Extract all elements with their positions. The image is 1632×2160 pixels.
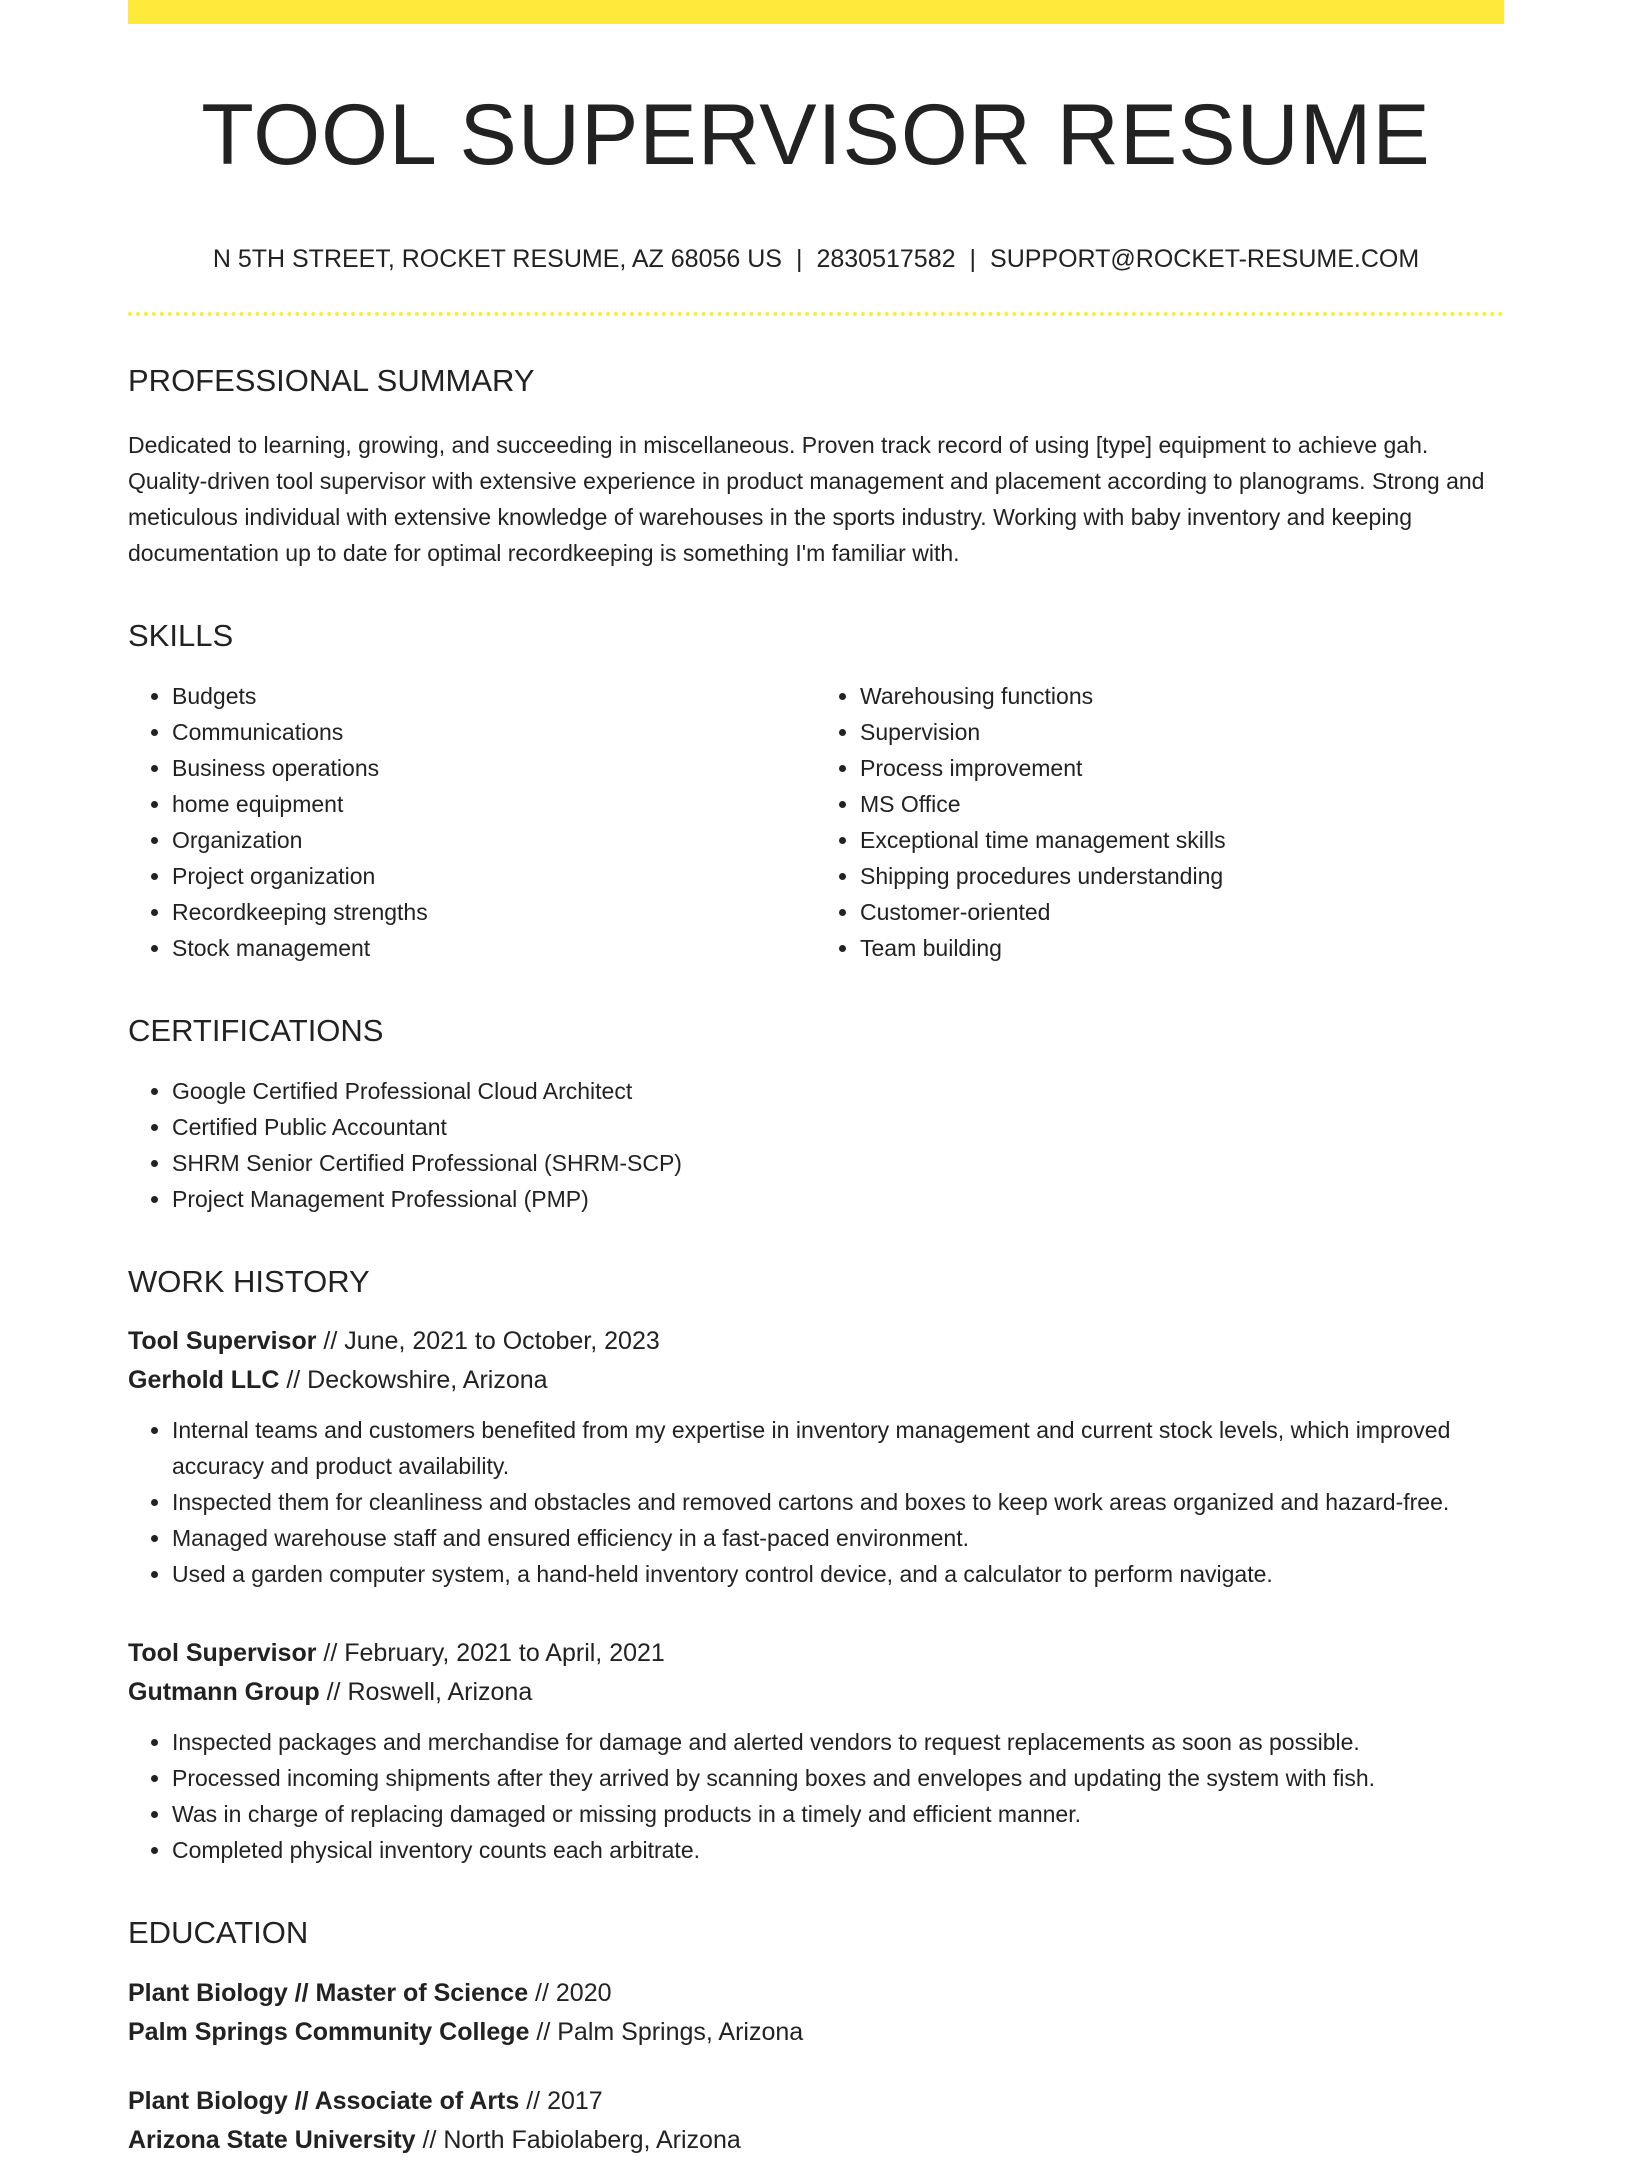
skill-item: • Budgets <box>172 678 816 714</box>
certifications-list <box>128 1073 1504 1217</box>
education-school-line <box>128 2121 1504 2160</box>
job-location: // Roswell, Arizona <box>319 1678 533 1707</box>
contact-address: N 5TH STREET, ROCKET RESUME, AZ 68056 US <box>212 245 782 274</box>
job-bullet: • Internal teams and customers benefited from my expertise in inventory management and current stock levels, which improved accuracy and product availability. <box>172 1412 1504 1484</box>
skill-item: • Business operations <box>172 750 816 786</box>
contact-separator: | <box>969 245 977 274</box>
job-company: Gerhold LLC <box>128 1366 280 1395</box>
skill-item: • Shipping procedures understanding <box>860 858 1504 894</box>
job-location: // Deckowshire, Arizona <box>279 1366 548 1395</box>
job-title: Tool Supervisor <box>128 1639 317 1668</box>
education-school: Arizona State University <box>128 2125 416 2154</box>
resume-document <box>128 24 1504 2160</box>
education-location: // North Fabiolaberg, Arizona <box>415 2125 741 2154</box>
job-bullet: • Inspected packages and merchandise for damage and alerted vendors to request replacements as soon as possible. <box>172 1724 1504 1760</box>
education-school-line <box>128 2013 1504 2052</box>
job-entry <box>128 1634 1504 1868</box>
education-year: // 2020 <box>528 1978 612 2007</box>
education-school: Palm Springs Community College <box>128 2017 530 2046</box>
education-entry <box>128 1974 1504 2052</box>
job-company-line <box>128 1361 1504 1400</box>
job-bullet: • Inspected them for cleanliness and obstacles and removed cartons and boxes to keep work areas organized and hazard-free. <box>172 1484 1504 1520</box>
job-company-line <box>128 1673 1504 1712</box>
job-bullet: • Was in charge of replacing damaged or missing products in a timely and efficient manner. <box>172 1796 1504 1832</box>
contact-phone: 2830517582 <box>816 245 956 274</box>
job-title-line <box>128 1634 1504 1673</box>
job-bullet: • Processed incoming shipments after they arrived by scanning boxes and envelopes and updating the system with fish. <box>172 1760 1504 1796</box>
skills-left-column <box>128 678 816 966</box>
job-title: Tool Supervisor <box>128 1327 317 1356</box>
education-entry <box>128 2082 1504 2160</box>
skill-item: • Warehousing functions <box>860 678 1504 714</box>
certification-item: • Certified Public Accountant <box>172 1109 1504 1145</box>
job-dates: // June, 2021 to October, 2023 <box>316 1327 660 1356</box>
skill-item: • Process improvement <box>860 750 1504 786</box>
skill-item: • MS Office <box>860 786 1504 822</box>
skill-item: • Customer-oriented <box>860 894 1504 930</box>
job-dates: // February, 2021 to April, 2021 <box>316 1639 665 1668</box>
skill-item: • home equipment <box>172 786 816 822</box>
certification-item: • SHRM Senior Certified Professional (SHRM-SCP) <box>172 1145 1504 1181</box>
certification-item: • Project Management Professional (PMP) <box>172 1181 1504 1217</box>
job-bullet: • Used a garden computer system, a hand-held inventory control device, and a calculator to perform navigate. <box>172 1556 1504 1592</box>
education-year: // 2017 <box>519 2086 603 2115</box>
accent-top-bar <box>128 0 1504 24</box>
skill-item: • Organization <box>172 822 816 858</box>
work-history-heading: WORK HISTORY <box>128 1264 370 1300</box>
job-company: Gutmann Group <box>128 1678 320 1707</box>
education-degree-line <box>128 1974 1504 2013</box>
education-degree: Plant Biology // Associate of Arts <box>128 2086 520 2115</box>
summary-heading: PROFESSIONAL SUMMARY <box>128 362 535 398</box>
skill-item: • Team building <box>860 930 1504 966</box>
summary-text: Dedicated to learning, growing, and succeeding in miscellaneous. Proven track record of using [type] equipment to achieve gah. Quality-driven tool supervisor with extensive experience in product management and placement according to planograms. Strong and meticulous individual with extensive knowledge of warehouses in the sports industry. Working with baby inventory and keeping documentation up to date for optimal recordkeeping is something I'm familiar with. <box>128 431 1485 566</box>
skill-item: • Project organization <box>172 858 816 894</box>
job-bullet: • Managed warehouse staff and ensured efficiency in a fast-paced environment. <box>172 1520 1504 1556</box>
certifications-heading: CERTIFICATIONS <box>128 1013 384 1049</box>
job-bullets <box>128 1724 1504 1868</box>
job-bullets <box>128 1412 1504 1592</box>
skills-heading: SKILLS <box>128 617 234 653</box>
education-heading: EDUCATION <box>128 1915 309 1951</box>
contact-email: SUPPORT@ROCKET-RESUME.COM <box>990 245 1420 274</box>
skill-item: • Stock management <box>172 930 816 966</box>
skill-item: • Communications <box>172 714 816 750</box>
skill-item: • Exceptional time management skills <box>860 822 1504 858</box>
dotted-divider <box>128 312 1504 316</box>
contact-line <box>128 243 1504 276</box>
education-degree-line <box>128 2082 1504 2121</box>
education-degree: Plant Biology // Master of Science <box>128 1978 529 2007</box>
skills-list <box>128 678 1504 966</box>
contact-separator: | <box>795 245 803 274</box>
certification-item: • Google Certified Professional Cloud Architect <box>172 1073 1504 1109</box>
skills-right-column <box>816 678 1504 966</box>
skill-item: • Supervision <box>860 714 1504 750</box>
job-entry <box>128 1322 1504 1592</box>
skill-item: • Recordkeeping strengths <box>172 894 816 930</box>
job-title-line <box>128 1322 1504 1361</box>
job-bullet: • Completed physical inventory counts each arbitrate. <box>172 1832 1504 1868</box>
education-location: // Palm Springs, Arizona <box>529 2017 804 2046</box>
resume-title: TOOL SUPERVISOR RESUME <box>201 87 1431 183</box>
